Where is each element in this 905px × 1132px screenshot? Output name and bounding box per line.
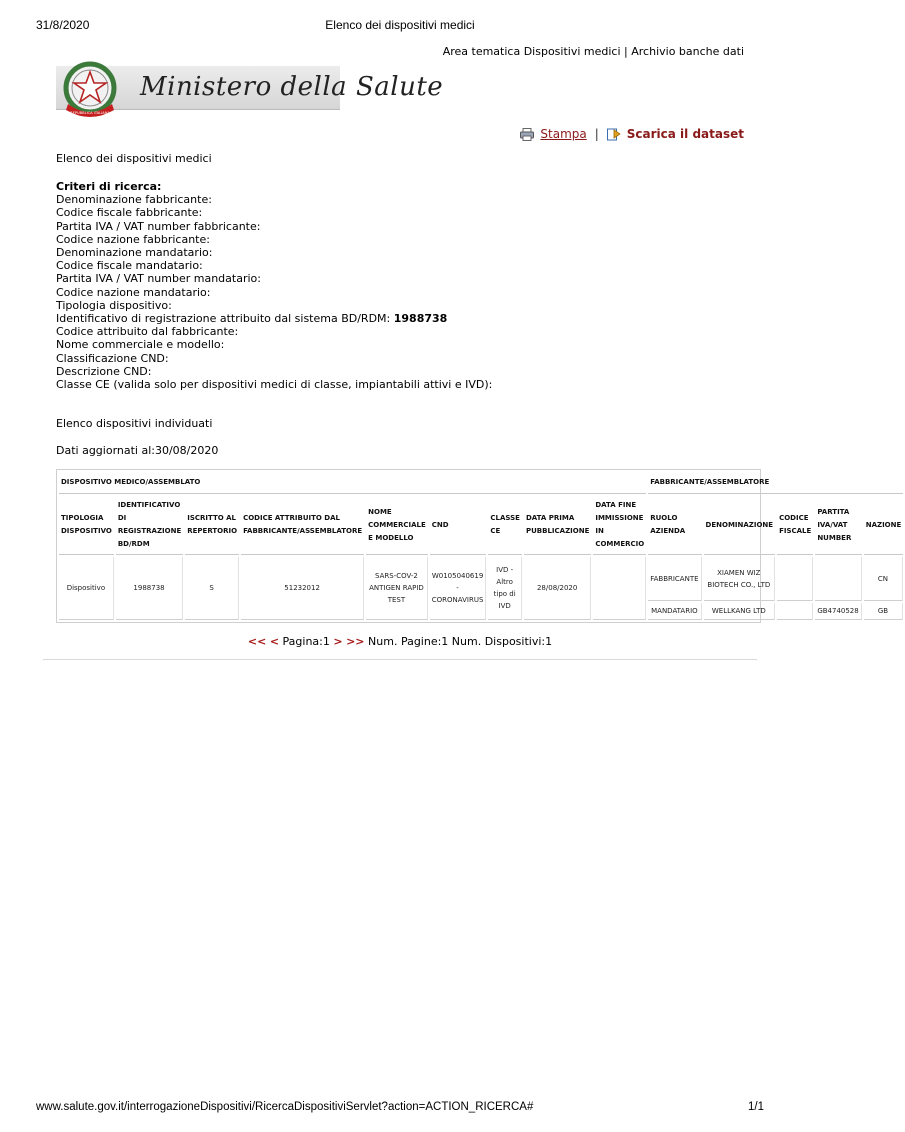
criteria-row: Codice attribuito dal fabbricante: xyxy=(56,325,239,339)
cell-partita-iva xyxy=(815,557,861,601)
col-ruolo: RUOLO AZIENDA xyxy=(648,496,701,555)
divider xyxy=(43,659,757,660)
first-page-link[interactable]: << xyxy=(247,635,267,648)
cell-codice-fiscale xyxy=(777,557,813,601)
top-links xyxy=(443,45,744,58)
logo-text: Ministero della Salute xyxy=(140,72,444,102)
group-maker-header: FABBRICANTE/ASSEMBLATORE xyxy=(648,472,903,494)
cell-codice-fiscale xyxy=(777,603,813,620)
area-tematica-link[interactable]: Area tematica Dispositivi medici xyxy=(442,45,621,58)
criteria-row: Codice nazione mandatario: xyxy=(56,285,211,299)
criteria-heading: Criteri di ricerca: xyxy=(56,180,162,193)
top-links-separator: | xyxy=(624,45,628,58)
criteria-row: Codice fiscale fabbricante: xyxy=(56,206,203,220)
bdrdm-label: Identificativo di registrazione attribuito dal sistema BD/RDM: xyxy=(56,312,391,326)
cell-ruolo: FABBRICANTE xyxy=(648,557,701,601)
results-table xyxy=(57,470,905,622)
col-nazione: NAZIONE xyxy=(864,496,904,555)
prev-page-link[interactable]: < xyxy=(269,635,280,648)
col-codice-attributo: CODICE ATTRIBUITO DAL FABBRICANTE/ASSEMBLATORE xyxy=(241,496,364,555)
ministero-logo[interactable] xyxy=(56,58,444,124)
col-denominazione: DENOMINAZIONE xyxy=(704,496,776,555)
col-tipologia: TIPOLOGIA DISPOSITIVO xyxy=(59,496,114,555)
current-page: Pagina:1 xyxy=(282,635,330,648)
cell-identificativo: 1988738 xyxy=(116,557,183,620)
download-icon[interactable] xyxy=(607,128,621,141)
cell-tipologia: Dispositivo xyxy=(59,557,114,620)
cell-denominazione: WELLKANG LTD xyxy=(704,603,776,620)
print-title: Elenco dei dispositivi medici xyxy=(325,18,475,32)
col-cnd: CND xyxy=(430,496,487,555)
cell-classe-ce: IVD - Altro tipo di IVD xyxy=(488,557,522,620)
actions-bar xyxy=(520,127,744,141)
criteria-row: Classificazione CND: xyxy=(56,351,169,365)
updated-date: Dati aggiornati al:30/08/2020 xyxy=(56,444,219,457)
cell-codice-attributo: 51232012 xyxy=(241,557,364,620)
pagination xyxy=(0,635,800,648)
group-device-header: DISPOSITIVO MEDICO/ASSEMBLATO xyxy=(59,472,646,494)
printer-icon[interactable] xyxy=(520,128,534,141)
cell-ruolo: MANDATARIO xyxy=(648,603,701,620)
criteria-row: Tipologia dispositivo: xyxy=(56,298,172,312)
emblem-text: REPUBBLICA ITALIANA xyxy=(70,111,110,115)
criteria-row: Codice nazione fabbricante: xyxy=(56,232,210,246)
criteria-row: Nome commerciale e modello: xyxy=(56,338,225,352)
cell-data-fine xyxy=(593,557,646,620)
col-nome-commerciale: NOME COMMERCIALE E MODELLO xyxy=(366,496,428,555)
last-page-link[interactable]: >> xyxy=(346,635,365,648)
criteria-row: Partita IVA / VAT number fabbricante: xyxy=(56,219,261,233)
cell-iscritto: S xyxy=(185,557,239,620)
search-criteria xyxy=(56,180,492,391)
pager-summary: Num. Pagine:1 Num. Dispositivi:1 xyxy=(368,635,553,648)
results-table-container xyxy=(56,469,902,623)
table-row xyxy=(59,557,903,601)
criteria-row: Descrizione CND: xyxy=(56,364,152,378)
cell-data-prima: 28/08/2020 xyxy=(524,557,591,620)
criteria-row: Denominazione fabbricante: xyxy=(56,193,212,207)
column-header-row xyxy=(59,496,903,555)
print-header xyxy=(36,18,764,34)
col-partita-iva: PARTITA IVA/VAT NUMBER xyxy=(815,496,861,555)
cell-nome-commerciale: SARS-COV-2 ANTIGEN RAPID TEST xyxy=(366,557,428,620)
next-page-link[interactable]: > xyxy=(333,635,343,648)
archivio-link[interactable]: Archivio banche dati xyxy=(631,45,744,58)
cell-nazione: GB xyxy=(864,603,904,620)
actions-separator: | xyxy=(594,127,599,141)
page-title: Elenco dei dispositivi medici xyxy=(56,152,212,165)
col-identificativo: IDENTIFICATIVO DI REGISTRAZIONE BD/RDM xyxy=(116,496,183,555)
repubblica-emblem-icon xyxy=(58,58,122,122)
group-header-row xyxy=(59,472,903,494)
print-date: 31/8/2020 xyxy=(36,18,90,32)
col-data-fine: DATA FINE IMMISSIONE IN COMMERCIO xyxy=(593,496,646,555)
col-codice-fiscale: CODICE FISCALE xyxy=(777,496,813,555)
cell-nazione: CN xyxy=(864,557,904,601)
print-page-number: 1/1 xyxy=(748,1101,764,1113)
cell-cnd: W0105040619 - CORONAVIRUS xyxy=(430,557,487,620)
scarica-dataset-link[interactable]: Scarica il dataset xyxy=(626,127,744,141)
col-data-prima: DATA PRIMA PUBBLICAZIONE xyxy=(524,496,591,555)
results-title: Elenco dispositivi individuati xyxy=(56,417,213,430)
criteria-row: Denominazione mandatario: xyxy=(56,246,213,260)
col-classe-ce: CLASSE CE xyxy=(488,496,522,555)
criteria-row: Classe CE (valida solo per dispositivi medici di classe, impiantabili attivi e IVD): xyxy=(56,378,493,392)
criteria-row: Codice fiscale mandatario: xyxy=(56,259,203,273)
col-iscritto: ISCRITTO AL REPERTORIO xyxy=(185,496,239,555)
cell-denominazione: XIAMEN WIZ BIOTECH CO., LTD xyxy=(704,557,776,601)
bdrdm-value: 1988738 xyxy=(393,312,448,326)
stampa-link[interactable]: Stampa xyxy=(540,127,587,141)
criteria-row: Partita IVA / VAT number mandatario: xyxy=(56,272,261,286)
criteria-row-bdrdm xyxy=(56,312,492,325)
print-url: www.salute.gov.it/interrogazioneDispositivi/RicercaDispositiviServlet?action=ACTION_RICERCA# xyxy=(36,1101,534,1113)
cell-partita-iva: GB4740528 xyxy=(815,603,861,620)
